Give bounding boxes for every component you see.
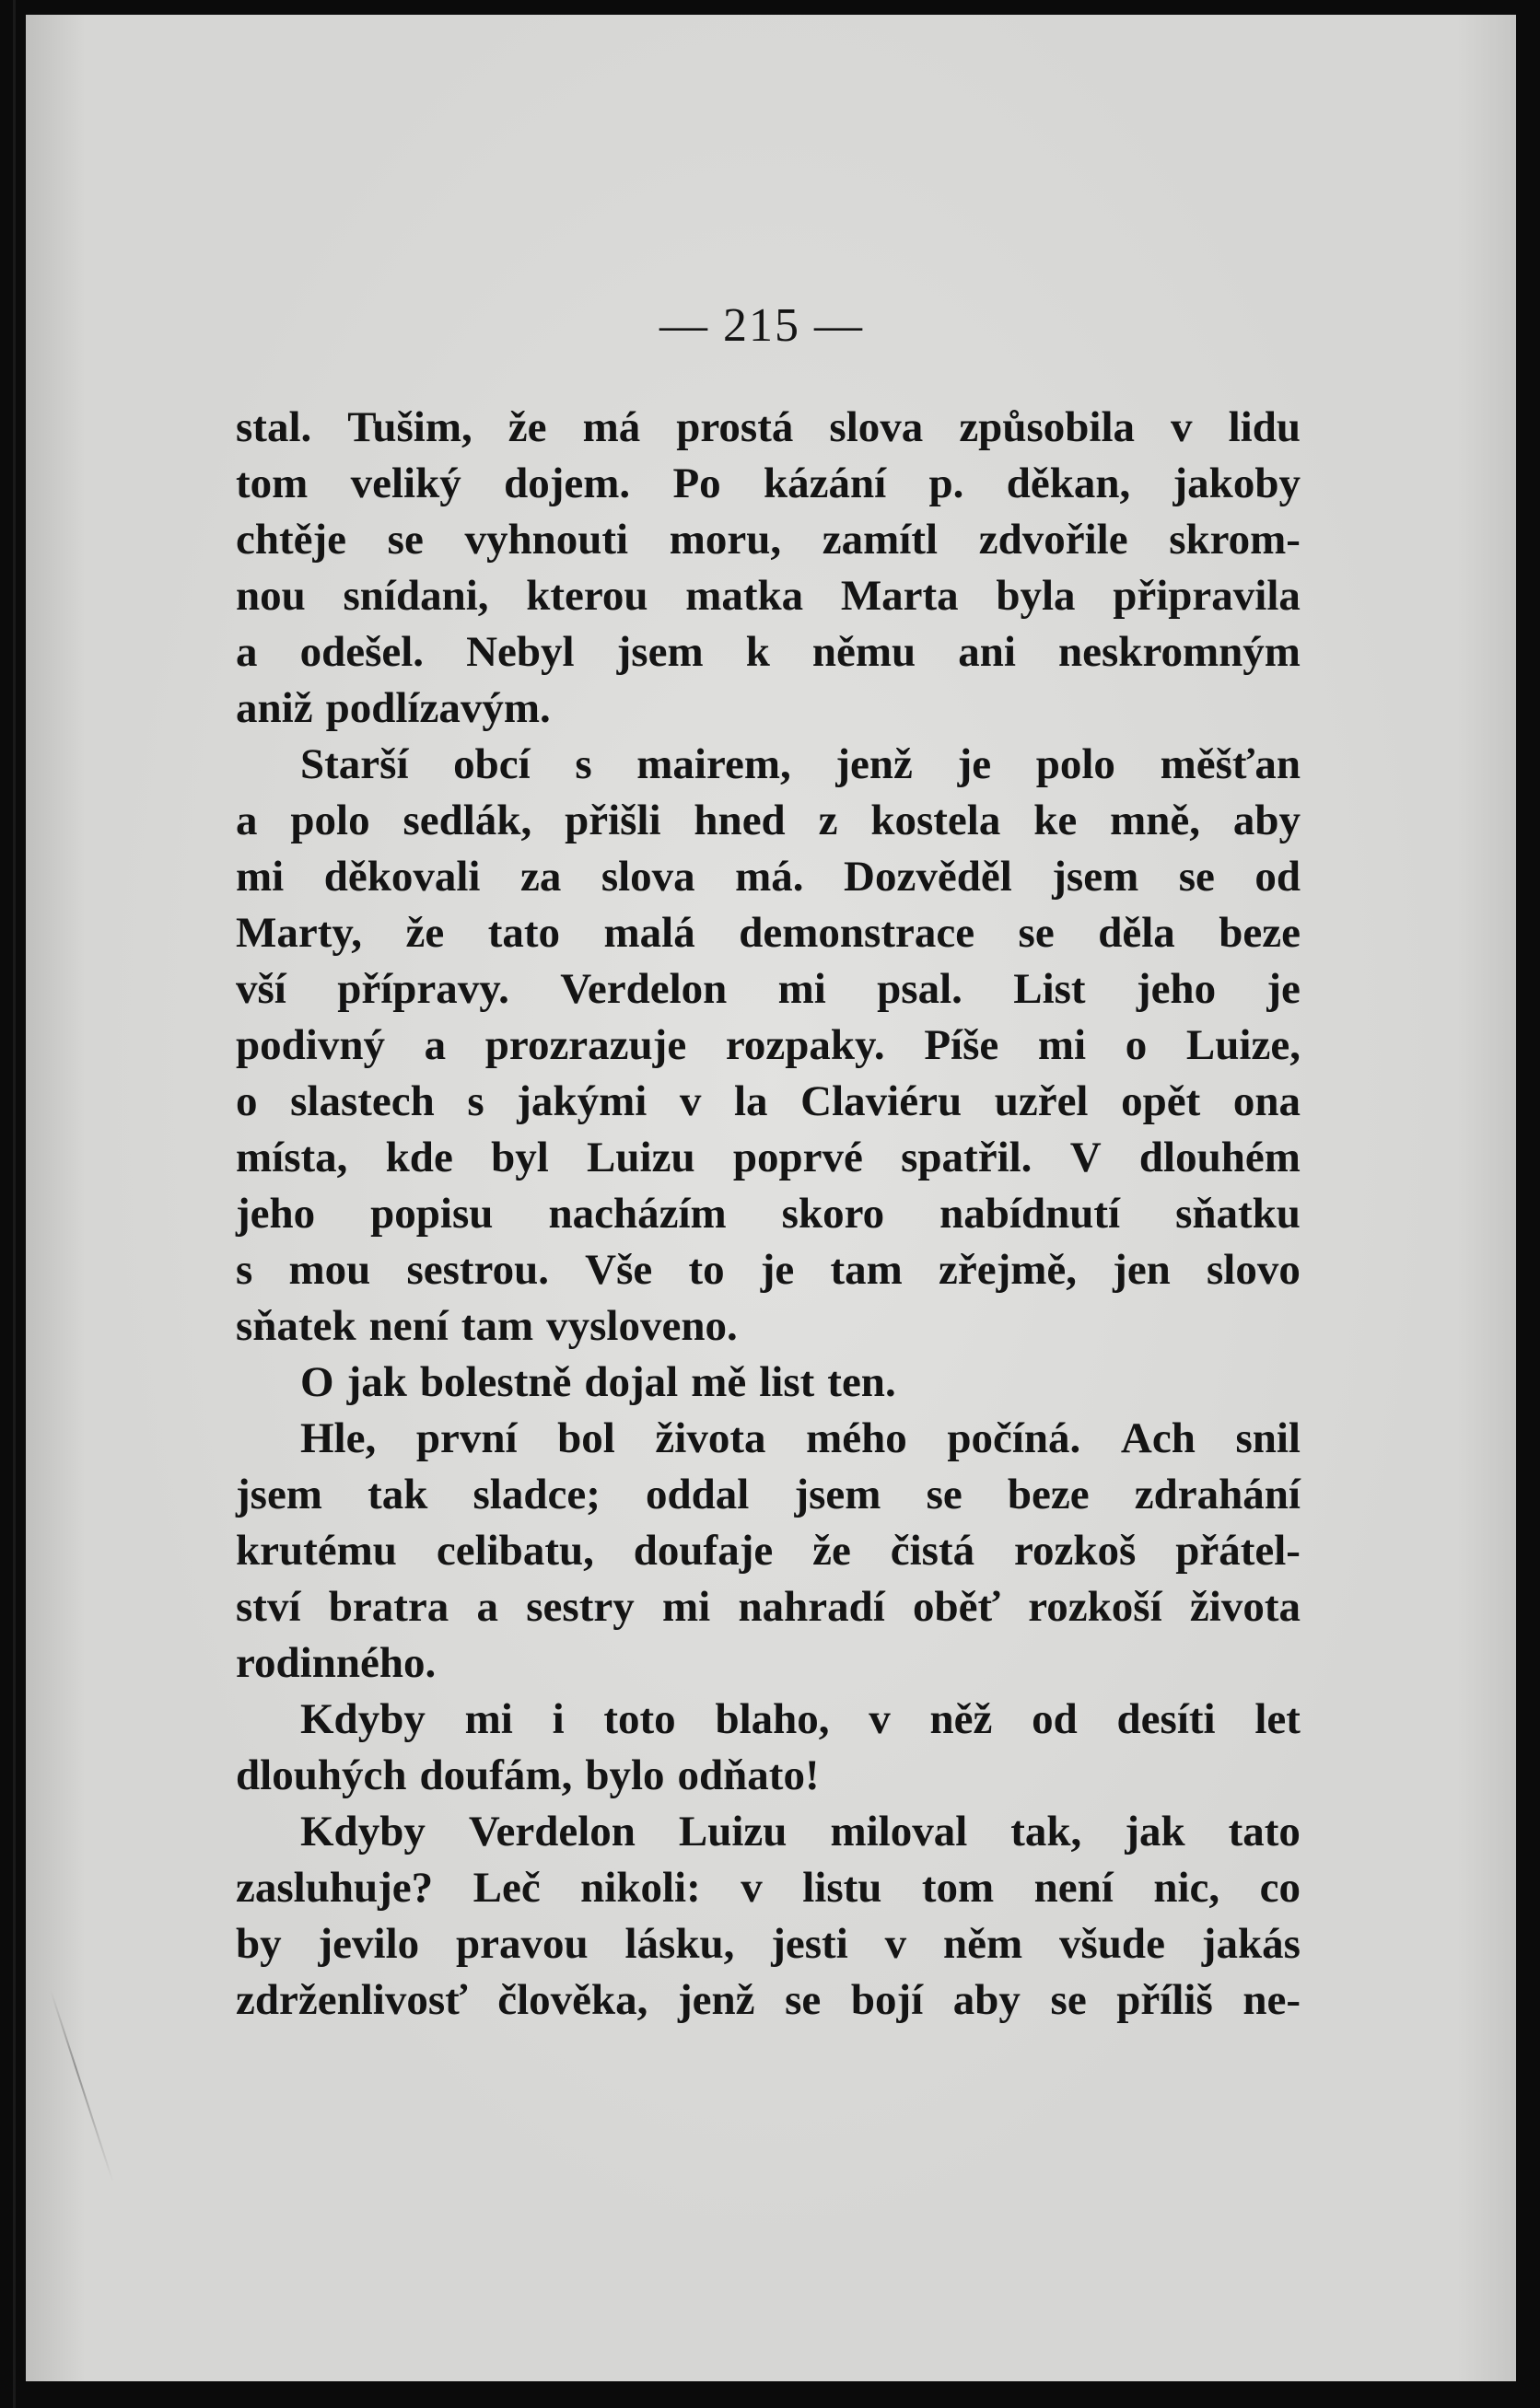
word: jak: [1125, 1808, 1185, 1855]
text-line: [236, 793, 1301, 849]
word: dlouhém: [1138, 1134, 1301, 1181]
word: je: [1266, 965, 1301, 1013]
word: pravou: [456, 1920, 589, 1968]
word: děla: [1098, 909, 1175, 957]
word: člověka,: [497, 1976, 648, 2024]
word: V: [1069, 1134, 1102, 1181]
word: jak: [346, 1358, 407, 1406]
word: všude: [1059, 1920, 1165, 1968]
word: že: [508, 403, 547, 451]
word: se: [1178, 853, 1215, 901]
word: kostela: [870, 797, 1001, 844]
word: má.: [735, 853, 804, 901]
word: bojí: [850, 1976, 924, 2024]
word: života: [655, 1414, 766, 1462]
word: O: [300, 1358, 334, 1406]
word: psal.: [877, 965, 962, 1013]
word: oddal: [646, 1471, 750, 1518]
word: jesti: [771, 1920, 848, 1968]
word: o: [1125, 1021, 1148, 1069]
text-line: [236, 849, 1301, 905]
word: jenž: [835, 740, 913, 788]
word: Tušim,: [347, 403, 472, 451]
word: od: [1254, 853, 1301, 901]
word: sňatek: [236, 1302, 356, 1350]
word: sestrou.: [406, 1246, 549, 1294]
word: miloval: [830, 1808, 968, 1855]
word: rozkoš: [1014, 1527, 1137, 1575]
word: List: [1013, 965, 1086, 1013]
text-line: [236, 1692, 1301, 1748]
word: veliký: [350, 459, 461, 507]
text-line: [236, 1523, 1301, 1579]
word: mně,: [1110, 797, 1200, 844]
word: od: [1032, 1695, 1078, 1743]
word: stal.: [236, 403, 312, 451]
word: malá: [603, 909, 695, 957]
word: o: [236, 1077, 258, 1125]
word: sestry: [526, 1583, 635, 1631]
word: beze: [1219, 909, 1301, 957]
word: ani: [958, 628, 1016, 676]
word: popisu: [370, 1190, 494, 1238]
word: p.: [928, 459, 964, 507]
word: v: [869, 1695, 891, 1743]
word: mého: [806, 1414, 907, 1462]
word: není: [1033, 1864, 1114, 1912]
word: jsem: [616, 628, 704, 676]
word: aby: [1232, 797, 1301, 844]
word: že: [405, 909, 445, 957]
text-line: [236, 1242, 1301, 1298]
word: byla: [996, 572, 1076, 620]
word: nabídnutí: [939, 1190, 1121, 1238]
word: bratra: [328, 1583, 449, 1631]
word: jeho: [236, 1190, 316, 1238]
word: vší: [236, 965, 286, 1013]
word: s: [236, 1246, 253, 1294]
word: by: [236, 1920, 282, 1968]
word: zdrahání: [1134, 1471, 1301, 1518]
word: je: [957, 740, 992, 788]
word: zasluhuje?: [236, 1864, 434, 1912]
word: rozkoší: [1028, 1583, 1162, 1631]
word: mi: [464, 1695, 513, 1743]
word: i: [552, 1695, 565, 1743]
word: toto: [603, 1695, 676, 1743]
word: jakými: [517, 1077, 648, 1125]
word: byl: [491, 1134, 549, 1181]
word: zamítl: [822, 516, 939, 564]
word: přípravy.: [337, 965, 509, 1013]
word: Verdelon: [468, 1808, 636, 1855]
word: Vše: [585, 1246, 653, 1294]
word: jevilo: [318, 1920, 420, 1968]
word: snídani,: [343, 572, 489, 620]
word: Kdyby: [300, 1808, 426, 1855]
word: ona: [1232, 1077, 1301, 1125]
word: prostá: [676, 403, 794, 451]
word: doufám,: [419, 1751, 573, 1799]
word: Nebyl: [466, 628, 575, 676]
text-line: [236, 400, 1301, 456]
word: bylo: [585, 1751, 665, 1799]
word: vyhnouti: [464, 516, 629, 564]
word: listu: [802, 1864, 882, 1912]
word: jen: [1113, 1246, 1171, 1294]
word: prozrazuje: [484, 1021, 687, 1069]
word: uzřel: [994, 1077, 1089, 1125]
word: nikoli:: [580, 1864, 701, 1912]
word: místa,: [236, 1134, 348, 1181]
word: tam: [461, 1302, 534, 1350]
page-scratch-mark: [50, 1990, 114, 2183]
word: ne-: [1242, 1976, 1301, 2024]
word: se: [926, 1471, 962, 1518]
word: matka: [685, 572, 804, 620]
word: tam: [830, 1246, 903, 1294]
word: sedlák,: [402, 797, 532, 844]
word: polo: [1035, 740, 1115, 788]
word: slovo: [1207, 1246, 1301, 1294]
text-line: [236, 1748, 1301, 1804]
word: za: [519, 853, 562, 901]
word: Ach: [1120, 1414, 1196, 1462]
word: dlouhých: [236, 1751, 407, 1799]
word: se: [785, 1976, 822, 2024]
word: z: [818, 797, 838, 844]
word: počíná.: [947, 1414, 1081, 1462]
word: slastech: [290, 1077, 435, 1125]
word: přišli: [565, 797, 661, 844]
word: beze: [1007, 1471, 1090, 1518]
word: jakoby: [1172, 459, 1301, 507]
word: a: [236, 628, 258, 676]
word: Marty,: [236, 909, 363, 957]
word: polo: [290, 797, 370, 844]
word: vysloveno.: [546, 1302, 738, 1350]
word: tato: [487, 909, 561, 957]
text-line: [236, 1074, 1301, 1130]
word: v: [679, 1077, 702, 1125]
word: jsem: [794, 1471, 881, 1518]
word: něm: [942, 1920, 1023, 1968]
word: tom: [921, 1864, 995, 1912]
book-page: [26, 15, 1516, 2381]
word: dojem.: [504, 459, 631, 507]
text-line: [236, 905, 1301, 961]
word: tato: [1228, 1808, 1301, 1855]
word: v: [884, 1920, 907, 1968]
body-text: [236, 400, 1301, 2029]
word: němu: [811, 628, 916, 676]
word: to: [688, 1246, 725, 1294]
word: děkovali: [323, 853, 481, 901]
word: mi: [661, 1583, 711, 1631]
word: tak,: [1010, 1808, 1082, 1855]
word: se: [387, 516, 424, 564]
word: jsem: [1052, 853, 1139, 901]
word: přátel-: [1175, 1527, 1301, 1575]
word: slova: [601, 853, 695, 901]
text-line: [236, 1467, 1301, 1523]
text-line: [236, 568, 1301, 624]
word: hned: [694, 797, 786, 844]
text-line: [236, 681, 1301, 737]
word: příliš: [1116, 1976, 1213, 2024]
word: Dozvěděl: [844, 853, 1012, 901]
word: a: [476, 1583, 499, 1631]
word: neskromným: [1058, 628, 1301, 676]
page-number: — 215 —: [659, 299, 864, 352]
word: tom: [236, 459, 309, 507]
word: kterou: [526, 572, 648, 620]
word: spatřil.: [901, 1134, 1032, 1181]
word: jenž: [677, 1976, 755, 2024]
word: skoro: [781, 1190, 885, 1238]
text-line: [236, 1972, 1301, 2029]
word: ství: [236, 1583, 301, 1631]
word: Starší: [300, 740, 409, 788]
word: se: [1050, 1976, 1087, 2024]
word: Po: [672, 459, 721, 507]
word: sladce;: [472, 1471, 601, 1518]
word: ten.: [827, 1358, 896, 1406]
word: a: [236, 797, 258, 844]
text-line: [236, 1804, 1301, 1860]
word: měšťan: [1160, 740, 1301, 788]
word: Claviéru: [800, 1077, 962, 1125]
text-line: [236, 1018, 1301, 1074]
word: jsem: [236, 1471, 322, 1518]
text-line: [236, 1355, 1301, 1411]
word: života: [1189, 1583, 1301, 1631]
word: Kdyby: [300, 1695, 426, 1743]
word: podlízavým.: [325, 684, 551, 732]
text-line: [236, 456, 1301, 512]
word: nacházím: [548, 1190, 727, 1238]
text-line: [236, 961, 1301, 1018]
word: let: [1254, 1695, 1301, 1743]
word: sňatku: [1175, 1190, 1301, 1238]
word: demonstrace: [739, 909, 975, 957]
word: mě: [691, 1358, 747, 1406]
word: moru,: [669, 516, 782, 564]
word: kázání: [763, 459, 887, 507]
word: lidu: [1228, 403, 1301, 451]
text-line: [236, 1635, 1301, 1692]
text-line: [236, 1411, 1301, 1467]
word: jeho: [1136, 965, 1217, 1013]
word: Luizu: [587, 1134, 695, 1181]
word: doufaje: [633, 1527, 774, 1575]
word: Hle,: [300, 1414, 377, 1462]
word: nic,: [1153, 1864, 1220, 1912]
word: tak: [368, 1471, 428, 1518]
word: způsobila: [959, 403, 1135, 451]
word: první: [415, 1414, 518, 1462]
word: k: [745, 628, 770, 676]
word: slova: [829, 403, 924, 451]
text-line: [236, 1298, 1301, 1355]
word: Píše: [924, 1021, 999, 1069]
word: aniž: [236, 684, 313, 732]
word: mou: [288, 1246, 371, 1294]
word: Marta: [840, 572, 959, 620]
word: snil: [1235, 1414, 1301, 1462]
text-line: [236, 624, 1301, 681]
word: v: [1171, 403, 1193, 451]
word: aby: [952, 1976, 1021, 2024]
word: podivný: [236, 1021, 385, 1069]
word: něž: [929, 1695, 993, 1743]
word: mi: [1037, 1021, 1087, 1069]
word: Leč: [472, 1864, 541, 1912]
word: poprvé: [732, 1134, 863, 1181]
text-line: [236, 737, 1301, 793]
word: odňato!: [677, 1751, 820, 1799]
word: co: [1259, 1864, 1301, 1912]
word: kde: [385, 1134, 453, 1181]
word: s: [467, 1077, 484, 1125]
word: mi: [777, 965, 826, 1013]
word: obcí: [453, 740, 531, 788]
word: že: [812, 1527, 851, 1575]
word: bolestně: [419, 1358, 572, 1406]
word: zdvořile: [978, 516, 1128, 564]
word: Luize,: [1185, 1021, 1301, 1069]
word: lásku,: [624, 1920, 735, 1968]
word: není: [368, 1302, 449, 1350]
word: zřejmě,: [938, 1246, 1077, 1294]
text-line: [236, 512, 1301, 568]
word: rozpaky.: [725, 1021, 885, 1069]
word: celibatu,: [436, 1527, 594, 1575]
word: oběť: [913, 1583, 1001, 1631]
word: ke: [1033, 797, 1078, 844]
word: odešel.: [299, 628, 425, 676]
word: děkan,: [1006, 459, 1131, 507]
word: je: [760, 1246, 795, 1294]
word: a: [424, 1021, 447, 1069]
word: mairem,: [636, 740, 791, 788]
text-line: [236, 1579, 1301, 1635]
word: jakás: [1201, 1920, 1301, 1968]
word: list: [759, 1358, 815, 1406]
word: s: [575, 740, 592, 788]
scan-left-edge: [13, 0, 16, 2408]
word: krutému: [236, 1527, 397, 1575]
word: bol: [557, 1414, 615, 1462]
word: mi: [236, 853, 285, 901]
text-line: [236, 1916, 1301, 1972]
word: Luizu: [678, 1808, 788, 1855]
word: nou: [236, 572, 306, 620]
text-line: [236, 1130, 1301, 1186]
word: la: [734, 1077, 768, 1125]
word: rodinného.: [236, 1639, 437, 1687]
word: dojal: [584, 1358, 679, 1406]
text-line: [236, 1186, 1301, 1242]
word: desíti: [1116, 1695, 1216, 1743]
word: v: [741, 1864, 763, 1912]
word: připravila: [1113, 572, 1301, 620]
word: opět: [1121, 1077, 1201, 1125]
word: chtěje: [236, 516, 347, 564]
text-line: [236, 1860, 1301, 1916]
word: zdrženlivosť: [236, 1976, 468, 2024]
word: má: [582, 403, 641, 451]
word: Verdelon: [560, 965, 728, 1013]
word: nahradí: [738, 1583, 885, 1631]
word: se: [1018, 909, 1055, 957]
word: skrom-: [1169, 516, 1301, 564]
word: blaho,: [715, 1695, 830, 1743]
word: čistá: [890, 1527, 975, 1575]
